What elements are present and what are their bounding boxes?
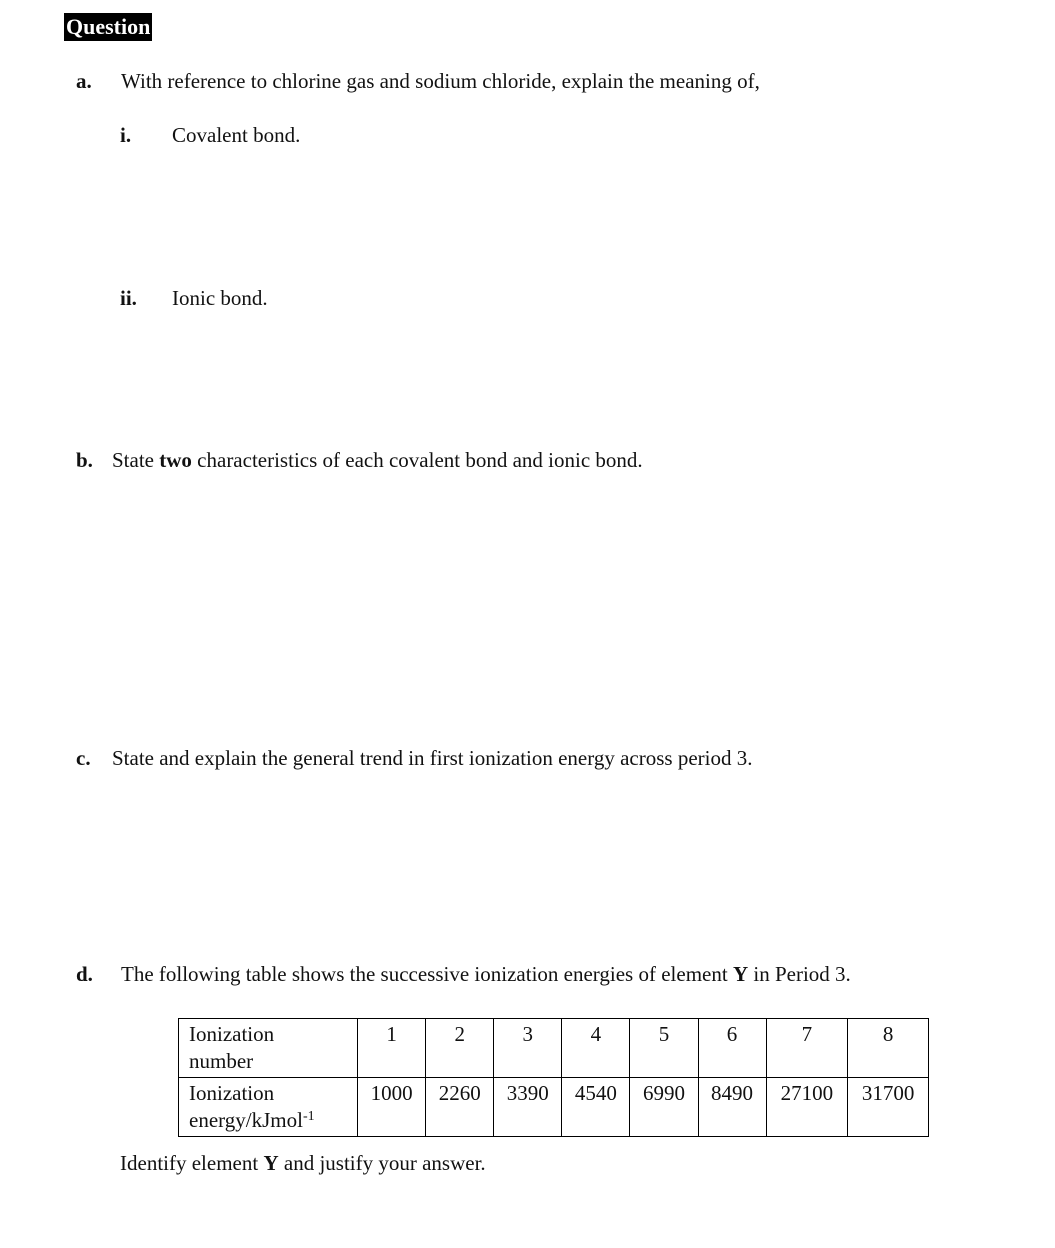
ionization-number-label: Ionization number [179, 1019, 358, 1078]
part-b-text [112, 450, 643, 471]
ionization-energy-cell: 6990 [630, 1078, 698, 1137]
part-d-followup-bold: Y [263, 1151, 279, 1175]
part-d-text-before: The following table shows the successive ionization energies of element [121, 962, 733, 986]
ionization-energy-table [178, 1018, 929, 1137]
question-heading: Question [64, 13, 152, 41]
ionization-number-cell: 1 [358, 1019, 426, 1078]
ionization-energy-cell: 31700 [848, 1078, 929, 1137]
ionization-energy-cell: 27100 [766, 1078, 848, 1137]
part-d-followup [120, 1153, 486, 1174]
part-a-i-label: i. [120, 123, 132, 147]
part-b-text-bold: two [159, 448, 192, 472]
ionization-number-cell: 6 [698, 1019, 766, 1078]
part-d-text-bold: Y [732, 962, 749, 986]
ionization-number-cell: 4 [562, 1019, 630, 1078]
ionization-number-cell: 2 [426, 1019, 494, 1078]
ionization-number-cell: 3 [494, 1019, 562, 1078]
ionization-energy-cell: 3390 [494, 1078, 562, 1137]
part-b-text-after: characteristics of each covalent bond and ionic bond. [191, 448, 643, 472]
part-d-followup-before: Identify element [120, 1151, 264, 1175]
part-a-ii-text: Ionic bond. [172, 286, 268, 310]
part-d-text-after: in Period 3. [748, 962, 851, 986]
part-a-label: a. [76, 69, 92, 93]
part-d-text [121, 964, 851, 985]
ionization-energy-cell: 2260 [426, 1078, 494, 1137]
part-b-label: b. [76, 448, 93, 472]
ionization-energy-row [179, 1078, 929, 1137]
part-d-label: d. [76, 962, 93, 986]
ionization-number-cell: 7 [766, 1019, 848, 1078]
ionization-number-cell: 8 [848, 1019, 929, 1078]
part-c-label: c. [76, 746, 91, 770]
part-c-text: State and explain the general trend in first ionization energy across period 3. [112, 746, 753, 770]
ionization-energy-cell: 4540 [562, 1078, 630, 1137]
ionization-energy-cell: 1000 [358, 1078, 426, 1137]
ionization-energy-cell: 8490 [698, 1078, 766, 1137]
ionization-number-cell: 5 [630, 1019, 698, 1078]
part-a-i-text: Covalent bond. [172, 123, 301, 147]
ionization-energy-label: Ionization energy/kJmol$^{-1}$ [179, 1078, 358, 1137]
part-b-text-before: State [112, 448, 160, 472]
part-a-ii-label: ii. [120, 286, 137, 310]
ionization-number-row [179, 1019, 929, 1078]
part-a-text: With reference to chlorine gas and sodium chloride, explain the meaning of, [121, 69, 760, 93]
part-d-followup-after: and justify your answer. [278, 1151, 486, 1175]
